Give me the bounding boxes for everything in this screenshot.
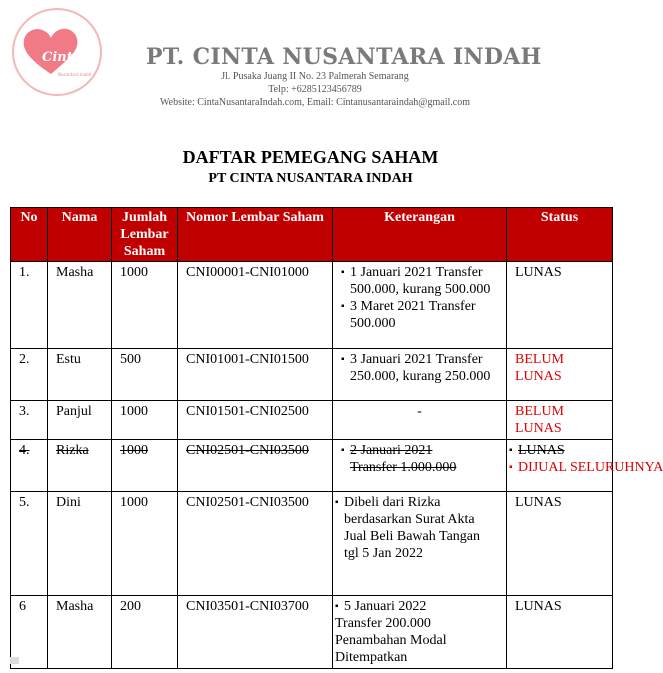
document-title: DAFTAR PEMEGANG SAHAM bbox=[182, 147, 439, 167]
cell-no: 1. bbox=[11, 262, 48, 349]
header-status: Status bbox=[507, 208, 613, 262]
header-nama: Nama bbox=[48, 208, 112, 262]
keterangan-item: Transfer 200.000 bbox=[335, 616, 431, 631]
company-logo bbox=[12, 8, 102, 96]
header-keterangan: Keterangan bbox=[333, 208, 507, 262]
cell-status: LUNAS bbox=[507, 262, 613, 349]
cell-keterangan bbox=[333, 596, 507, 669]
cell-keterangan: - bbox=[333, 401, 507, 440]
keterangan-item: ▪ 2 Januari 2021 bbox=[341, 442, 498, 459]
cell-nomor: CNI03501-CNI03700 bbox=[178, 596, 333, 669]
table-row-void bbox=[11, 440, 613, 492]
header-jumlah: Jumlah Lembar Saham bbox=[112, 208, 178, 262]
company-address: Jl. Pusaka Juang II No. 23 Palmerah Semarang bbox=[221, 71, 409, 82]
keterangan-item: Ditempatkan bbox=[335, 650, 408, 665]
keterangan-item: Penambahan Modal bbox=[335, 633, 447, 648]
shareholder-table bbox=[10, 207, 663, 669]
keterangan-item: ▪ 1 Januari 2021 Transfer 500.000, kurang 500.000 bbox=[341, 264, 498, 298]
cell-nama: Masha bbox=[48, 262, 112, 349]
cell-status: BELUM LUNAS bbox=[507, 349, 613, 401]
cell-no: 5. bbox=[11, 492, 48, 596]
cell-keterangan bbox=[333, 492, 507, 596]
cell-nama: Estu bbox=[48, 349, 112, 401]
cell-nomor: CNI02501-CNI03500 bbox=[178, 440, 333, 492]
cell-jumlah: 1000 bbox=[112, 401, 178, 440]
cell-status: BELUM LUNAS bbox=[507, 401, 613, 440]
cell-no: 4. bbox=[11, 440, 48, 492]
keterangan-item: Transfer 1.000.000 bbox=[350, 460, 457, 475]
cell-keterangan bbox=[333, 349, 507, 401]
table-row bbox=[11, 349, 613, 401]
cell-nomor: CNI01501-CNI02500 bbox=[178, 401, 333, 440]
page-marker bbox=[10, 657, 19, 664]
cell-keterangan bbox=[333, 262, 507, 349]
cell-nomor: CNI01001-CNI01500 bbox=[178, 349, 333, 401]
logo-text: Cinta bbox=[42, 50, 82, 65]
logo-subtext: Nusantara Indah bbox=[58, 72, 92, 77]
document-subtitle: PT CINTA NUSANTARA INDAH bbox=[208, 171, 413, 186]
table-row bbox=[11, 492, 613, 596]
table-row bbox=[11, 596, 613, 669]
cell-nomor: CNI02501-CNI03500 bbox=[178, 492, 333, 596]
header-nomor: Nomor Lembar Saham bbox=[178, 208, 333, 262]
company-name: PT. CINTA NUSANTARA INDAH bbox=[146, 44, 542, 70]
cell-keterangan bbox=[333, 440, 507, 492]
keterangan-item: ▪ 5 Januari 2022 bbox=[335, 598, 498, 615]
table-row bbox=[11, 401, 613, 440]
company-contact: Website: CintaNusantaraIndah.com, Email: Cintanusantaraindah@gmail.com bbox=[160, 97, 470, 108]
cell-jumlah: 1000 bbox=[112, 440, 178, 492]
header-no: No bbox=[11, 208, 48, 262]
cell-nama: Masha bbox=[48, 596, 112, 669]
cell-nama: Dini bbox=[48, 492, 112, 596]
cell-no: 3. bbox=[11, 401, 48, 440]
keterangan-item: ▪ Dibeli dari Rizka berdasarkan Surat Akta Jual Beli Bawah Tangan tgl 5 Jan 2022 bbox=[335, 494, 498, 562]
cell-status bbox=[507, 440, 663, 492]
table-row bbox=[11, 262, 613, 349]
cell-nama: Rizka bbox=[48, 440, 112, 492]
keterangan-item: ▪ 3 Maret 2021 Transfer 500.000 bbox=[341, 298, 498, 332]
cell-jumlah: 200 bbox=[112, 596, 178, 669]
cell-no: 6 bbox=[11, 596, 48, 669]
cell-nama: Panjul bbox=[48, 401, 112, 440]
status-item: ▪ DIJUAL SELURUHNYA bbox=[509, 459, 610, 476]
status-item: ▪ LUNAS bbox=[509, 442, 610, 459]
company-phone: Telp: +6285123456789 bbox=[268, 84, 362, 95]
cell-jumlah: 1000 bbox=[112, 492, 178, 596]
cell-jumlah: 500 bbox=[112, 349, 178, 401]
keterangan-item: ▪ 3 Januari 2021 Transfer 250.000, kurang 250.000 bbox=[341, 351, 498, 385]
cell-nomor: CNI00001-CNI01000 bbox=[178, 262, 333, 349]
cell-status: LUNAS bbox=[507, 492, 613, 596]
cell-status: LUNAS bbox=[507, 596, 613, 669]
table-header-row bbox=[11, 208, 613, 262]
cell-no: 2. bbox=[11, 349, 48, 401]
cell-jumlah: 1000 bbox=[112, 262, 178, 349]
